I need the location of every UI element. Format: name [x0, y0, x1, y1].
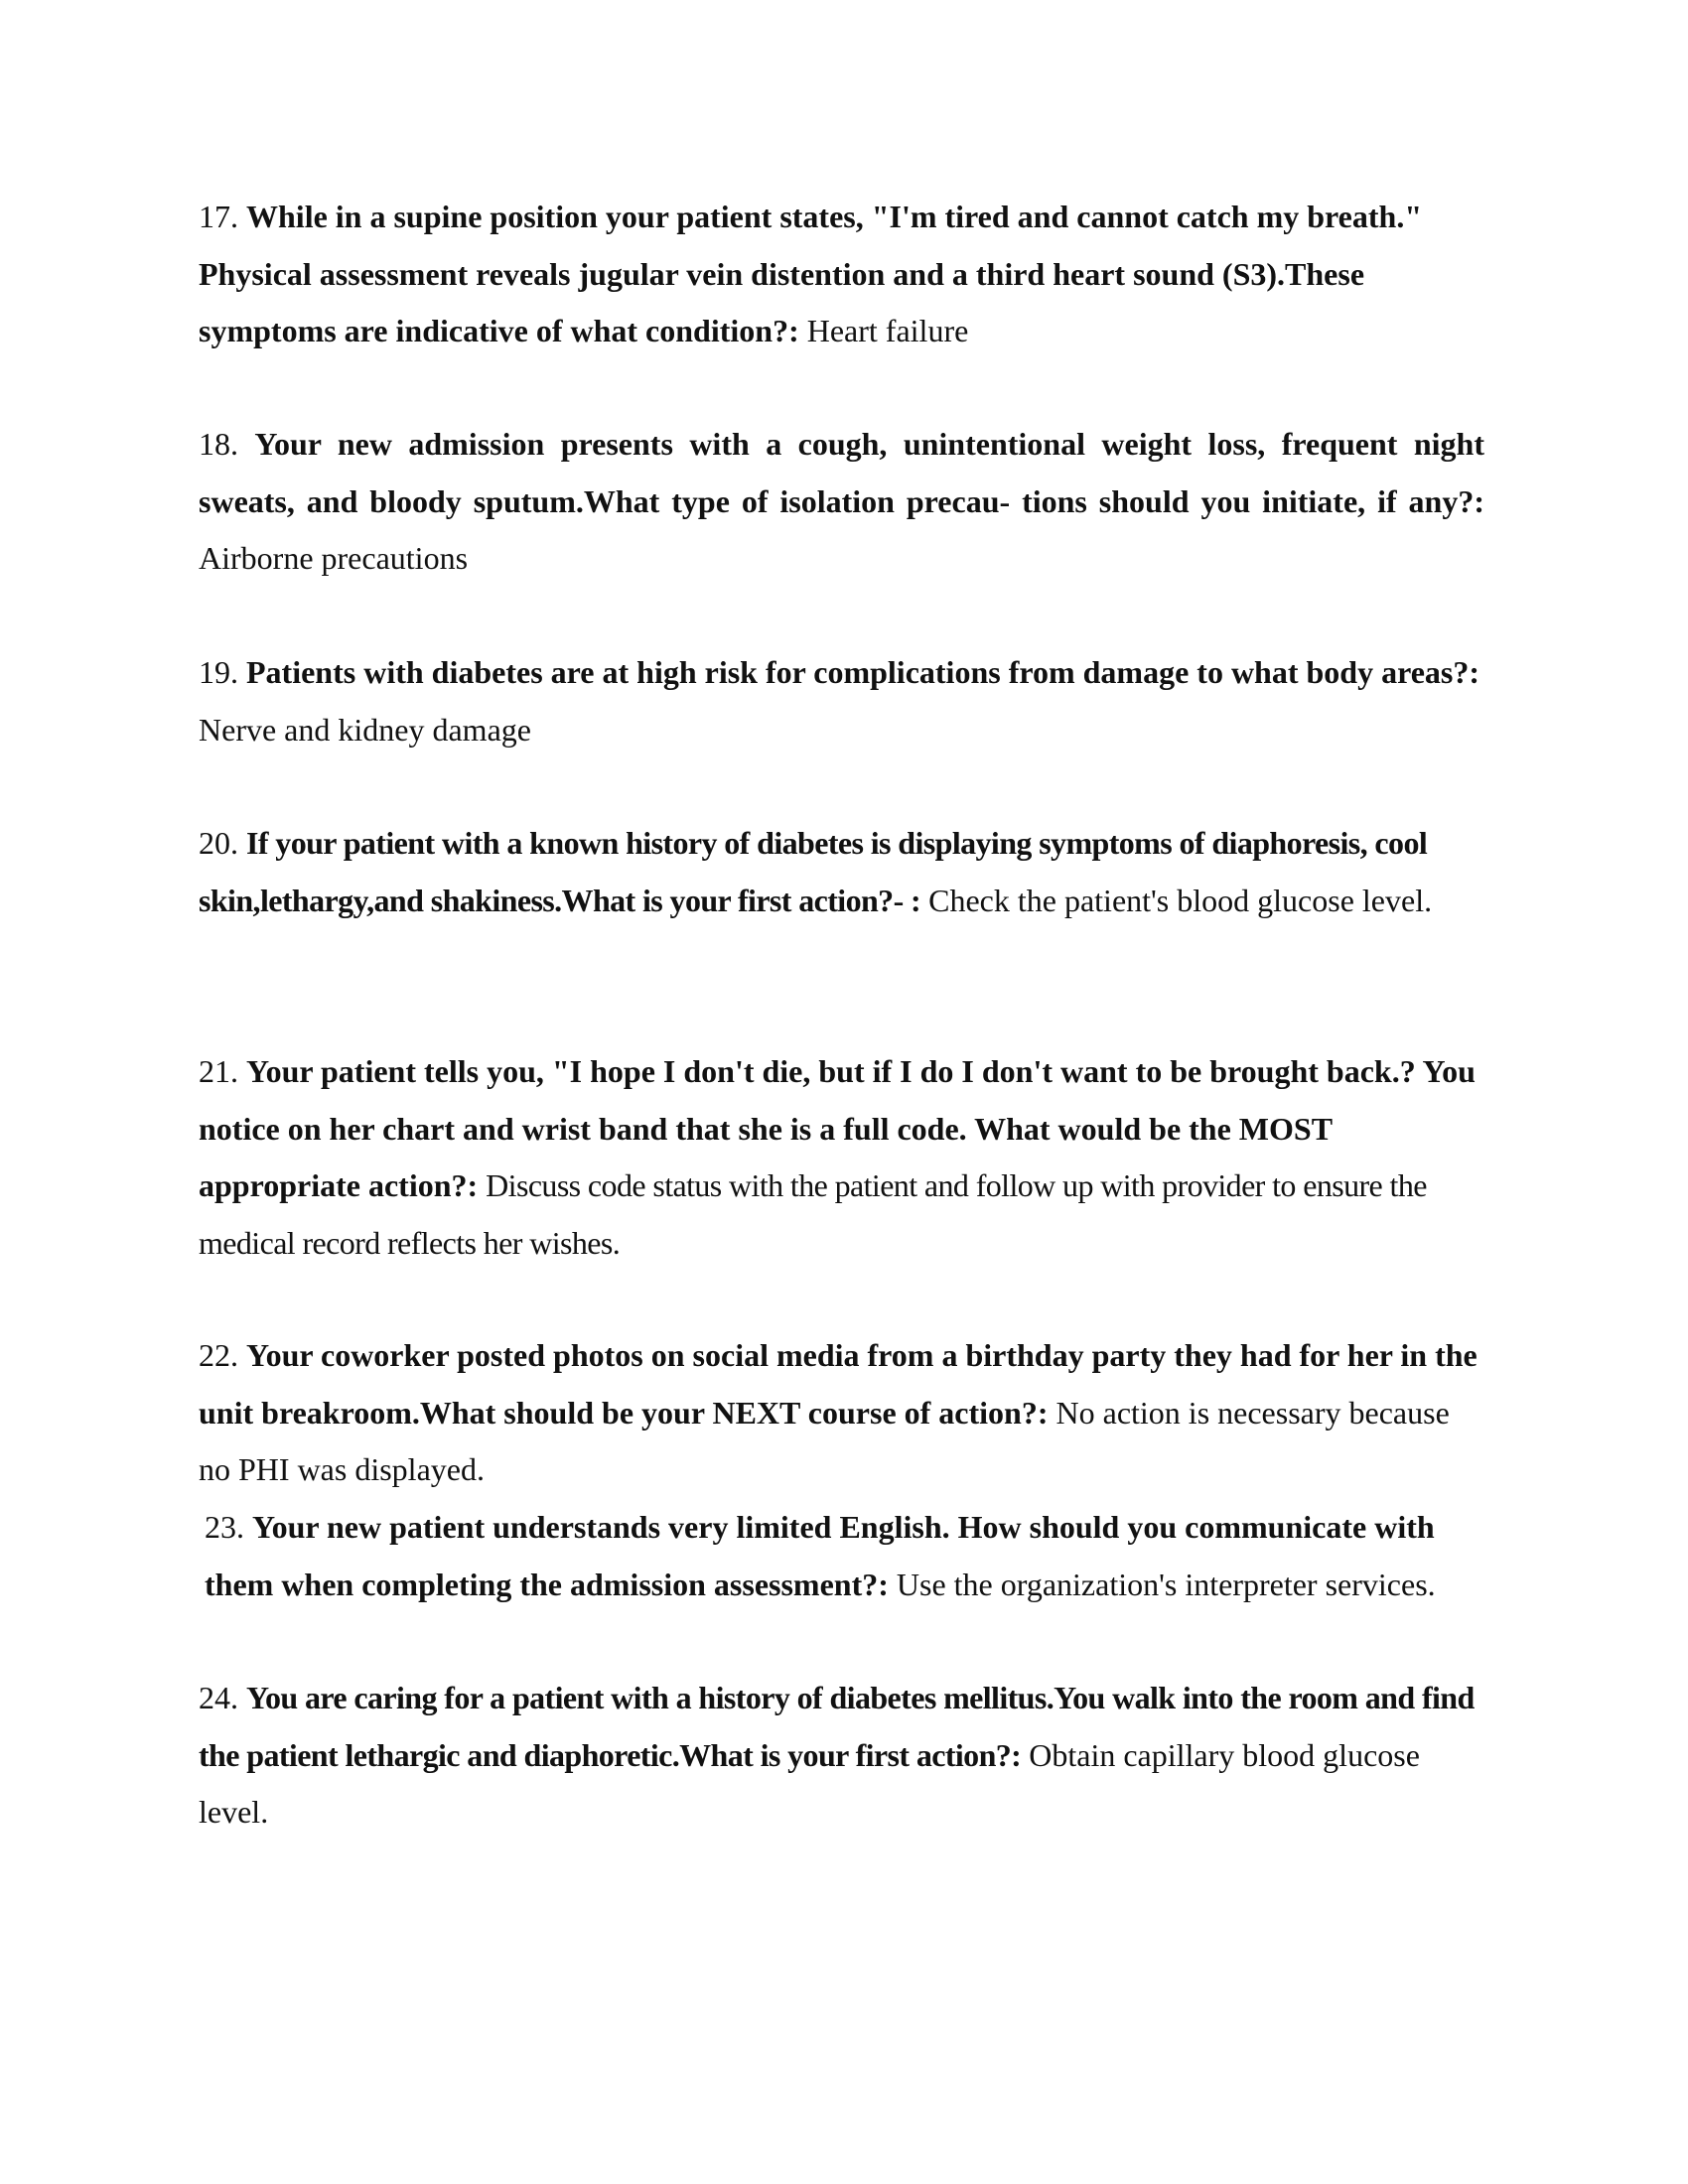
question-text: Your new admission presents with a cough, unintentional weight loss, frequent night sweats, and bloody sputum.What type of isolation precau- tions should you initiate, if any?:: [199, 426, 1485, 519]
question-item: [199, 416, 1484, 588]
question-text: Your new patient understands very limited English. How should you communicate with them when completing the admission assessment?:: [205, 1509, 1435, 1602]
answer-text: Discuss code status with the patient and follow up with provider to ensure the medical record reflects her wishes.: [199, 1167, 1427, 1261]
question-number: 17.: [199, 199, 238, 234]
question-text: If your patient with a known history of diabetes is displaying symptoms of diaphoresis, cool skin,lethargy,and shakiness.What is your first action?- :: [199, 825, 1428, 918]
question-text: Your coworker posted photos on social media from a birthday party they had for her in the unit breakroom.What should be your NEXT course of action?:: [199, 1337, 1477, 1431]
question-item: [199, 1327, 1484, 1499]
question-item: [205, 1499, 1490, 1613]
question-number: 18.: [199, 426, 238, 462]
question-text: You are caring for a patient with a history of diabetes mellitus.You walk into the room and find the patient lethargic and diaphoretic.What is your first action?:: [199, 1680, 1475, 1773]
question-item: [199, 189, 1484, 360]
question-text: While in a supine position your patient states, "I'm tired and cannot catch my breath." Physical assessment reveals jugular vein distention and a third heart sound (S3).These symptoms are indicative of what condition?:: [199, 199, 1423, 348]
answer-text: Use the organization's interpreter services.: [896, 1566, 1436, 1602]
question-number: 20.: [199, 825, 238, 861]
answer-text: Heart failure: [806, 313, 969, 348]
question-item: [199, 1043, 1484, 1272]
question-item: [199, 815, 1484, 929]
question-text: Patients with diabetes are at high risk for complications from damage to what body areas?:: [246, 654, 1480, 690]
question-item: [199, 644, 1484, 758]
question-number: 21.: [199, 1053, 238, 1089]
answer-text: Check the patient's blood glucose level.: [928, 882, 1433, 918]
question-number: 22.: [199, 1337, 238, 1373]
question-number: 24.: [199, 1680, 238, 1715]
answer-text: No action is necessary because no PHI was displayed.: [199, 1394, 1450, 1487]
question-number: 23.: [205, 1509, 244, 1545]
answer-text: Nerve and kidney damage: [199, 711, 531, 748]
answer-text: Obtain capillary blood glucose level.: [199, 1736, 1420, 1830]
answer-text: Airborne precautions: [199, 540, 469, 576]
question-item: [199, 1670, 1484, 1842]
question-text: Your patient tells you, "I hope I don't die, but if I do I don't want to be brought back.? You notice on her chart and wrist band that she is a full code. What would be the MOST appropriate action?:: [199, 1053, 1476, 1203]
question-number: 19.: [199, 654, 238, 690]
